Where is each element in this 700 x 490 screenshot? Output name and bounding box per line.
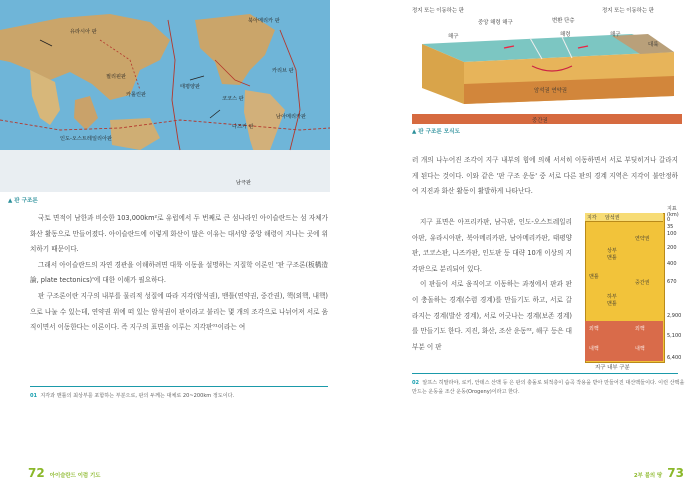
layer-label: 상부 맨틀 [607, 248, 617, 261]
footnote: 01 지각과 맨틀의 최상부를 포함하는 부분으로, 판의 두께는 대체로 20~200km 정도이다. [30, 393, 235, 399]
earth-structure [585, 206, 689, 373]
diagram-label: 정지 또는 이동하는 판 [412, 8, 465, 14]
plate-label: 필리핀판 [106, 74, 127, 80]
depth-label: 2,900 [667, 313, 682, 319]
right-page [350, 0, 700, 490]
layer-label: 암석권 [605, 215, 620, 221]
layer-label: 외핵 [589, 326, 599, 332]
map-caption: ▲ 판 구조론 [8, 198, 38, 204]
footnote-rule [412, 373, 678, 374]
depth-label: 0 [667, 217, 671, 223]
left-folio [28, 462, 100, 481]
diagram-label: 중간권 [532, 118, 548, 124]
footnote-rule [30, 386, 328, 387]
layer-label: 외핵 [635, 326, 645, 332]
paragraph: 러 개의 나누어진 조각이 지구 내부의 힘에 의해 서서히 이동하면서 서로 부딪히거나 갈라지게 된다는 것이다. 이와 같은 '판 구조 운동' 중 서로 다른 판의 경계 지역은 지각이 불안정하여 지진과 화산 활동이 활발하게 나타난다. [412, 156, 678, 196]
depth-label: 670 [667, 279, 677, 285]
depth-label: 5,100 [667, 333, 682, 339]
depth-label: 6,400 [667, 355, 682, 361]
plate-label: 카롤린판 [126, 92, 147, 98]
paragraph: 그래서 아이슬란드의 자연 경관을 이해하려면 대륙 이동을 설명하는 지질학 이론인 '판 구조론(板構造論, plate tectonics)'에 대한 이해가 필요하다. [30, 260, 328, 285]
paragraph: 판 구조론이란 지구의 내부를 물리적 성질에 따라 지각(암석권), 맨틀(연약권, 중간권), 핵(외핵, 내핵)으로 나눌 수 있는데, 연약권 위에 떠 있는 암석권이 판이라고 불리는 몇 개의 조각으로 나뉘어져 서로 움직이면서 이동한다는 이론이다. 즉 지구의 표면을 이루는 지각판⁰¹이라는 여 [30, 291, 328, 332]
layer-label: 내핵 [589, 346, 599, 352]
left-body [30, 211, 328, 336]
layer-label: 지각 [587, 215, 597, 221]
diagram-label: 해구 [610, 32, 621, 38]
page-number: 73 [667, 466, 684, 480]
plate-label: 인도-오스트레일리아판 [60, 136, 112, 142]
plate-label: 유라시아 판 [70, 29, 97, 35]
layer-label: 중간권 [635, 280, 650, 286]
structure-title: 지구 내부 구분 [595, 365, 630, 371]
plate-label: 북아메리카 판 [248, 18, 280, 24]
diagram-label: 대륙 [648, 42, 659, 48]
plate-map [0, 0, 330, 192]
depth-title: 지표 (km) [667, 206, 679, 218]
footnote: 02 알프스 히말라야, 로키, 안데스 산맥 등 은 판의 충돌로 퇴적층이 습곡 작용을 받아 만들어진 대산맥들이다. 이런 산맥을 만드는 운동을 조산 운동(Orogeny)이라고 한다. [412, 380, 685, 395]
diagram-label: 해령 [560, 32, 571, 38]
layer-label: 연약권 [635, 236, 650, 242]
running-title: 아이슬란드 이럼 기도 [49, 473, 101, 479]
diagram-label: 변환 단층 [552, 18, 575, 24]
tectonic-diagram [412, 4, 682, 124]
plate-label: 남극판 [236, 180, 252, 186]
right-body-top [412, 153, 678, 200]
diagram-label: 암석권 연약권 [534, 88, 567, 94]
diagram-label: 정지 또는 이동하는 판 [602, 8, 655, 14]
page-number: 72 [28, 466, 45, 480]
paragraph: 국토 면적이 남한과 비슷한 103,000km²로 유럽에서 두 번째로 큰 섬나라인 아이슬란드는 섬 자체가 화산 활동으로 만들어졌다. 아이슬란드에 이렇게 화산이 많은 이유는 대서양 중앙 해령이 지나는 곳에 위치하기 때문이다. [30, 214, 328, 254]
paragraph: 지구 표면은 아프리카판, 남극판, 인도-오스트레일리아판, 유라시아판, 북아메리카판, 남아메리카판, 태평양판, 코코스판, 나즈카판, 인도판 등 대략 10개 이상의 지각판으로 분리되어 있다. [412, 218, 572, 273]
paragraph: 이 판들이 서로 움직이고 이동하는 과정에서 판과 판이 충돌하는 경계(수렴 경계)를 만들기도 하고, 서로 갈라지는 경계(발산 경계), 서로 어긋나는 경계(보존 경계)를 만들기도 한다. 지진, 화산, 조산 운동⁰², 해구 등은 대부분 이 판 [412, 280, 572, 351]
caption-arrow-icon: ▲ [8, 198, 13, 204]
plate-label: 코코스 판 [222, 96, 244, 102]
plate-label: 카리브 판 [272, 68, 294, 74]
diagram-caption: ▲ 판 구조론 모식도 [412, 129, 460, 135]
right-folio [634, 462, 684, 481]
layer-label: 내핵 [635, 346, 645, 352]
plate-label: 남아메리카판 [276, 114, 307, 120]
right-body-narrow [412, 215, 572, 355]
diagram-label: 중앙 해령 해구 [478, 20, 513, 26]
plate-label: 나즈카 판 [232, 124, 254, 130]
layer-label: 맨틀 [589, 274, 599, 280]
caption-arrow-icon: ▲ [412, 129, 417, 135]
depth-label: 400 [667, 261, 677, 267]
layer-label: 하부 맨틀 [607, 294, 617, 307]
running-title: 2부 불의 땅 [633, 473, 663, 479]
depth-label: 35 [667, 224, 674, 230]
depth-label: 200 [667, 245, 677, 251]
plate-label: 태평양판 [180, 84, 201, 90]
depth-label: 100 [667, 231, 677, 237]
diagram-label: 해구 [448, 34, 459, 40]
